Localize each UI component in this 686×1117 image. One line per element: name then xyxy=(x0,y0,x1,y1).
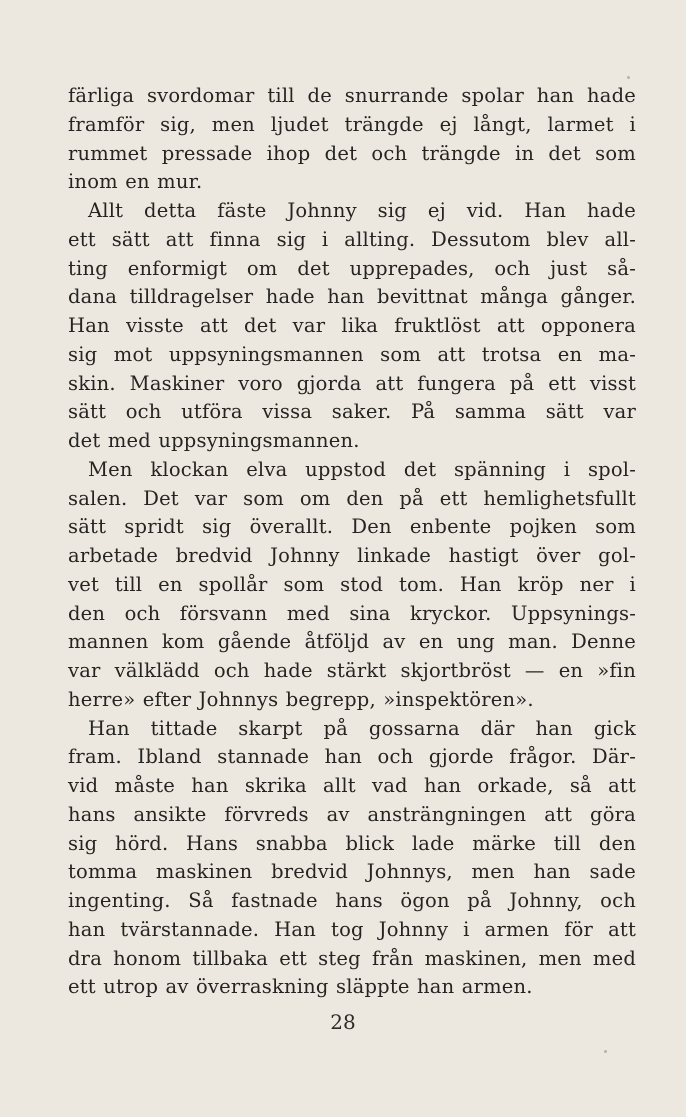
text-line: färliga svordomar till de snurrande spolar han hade xyxy=(68,84,636,107)
text-line: fram. Ibland stannade han och gjorde frågor. Där- xyxy=(68,745,636,769)
text-line: ting enformigt om det upprepades, och just så- xyxy=(68,256,636,280)
text-line: Han tittade skarpt på gossarna där han gick xyxy=(88,716,636,740)
text-line: mannen kom gående åtföljd av en ung man. Denne xyxy=(68,630,636,654)
text-line: det med uppsyningsmannen. xyxy=(68,429,360,452)
text-line: sätt och utföra vissa saker. På samma sätt var xyxy=(68,400,636,424)
text-line: sätt spridt sig överallt. Den enbente pojken som xyxy=(68,515,636,539)
text-line: vet till en spollår som stod tom. Han kröp ner i xyxy=(68,572,636,596)
text-line: skin. Maskiner voro gjorda att fungera på ett visst xyxy=(68,371,636,395)
text-line: salen. Det var som om den på ett hemlighetsfullt xyxy=(68,486,636,510)
page-number: 28 xyxy=(330,1010,356,1034)
text-line: sig mot uppsyningsmannen som att trotsa en ma- xyxy=(68,342,636,366)
text-line: framför sig, men ljudet trängde ej långt, larmet i xyxy=(68,112,636,136)
text-line: arbetade bredvid Johnny linkade hastigt över gol- xyxy=(68,544,636,567)
text-line: Allt detta fäste Johnny sig ej vid. Han hade xyxy=(88,199,636,222)
body-text xyxy=(68,82,636,1002)
text-line: Men klockan elva uppstod det spänning i spol- xyxy=(88,457,636,481)
text-line: den och försvann med sina kryckor. Uppsynings- xyxy=(68,601,636,625)
text-line: tomma maskinen bredvid Johnnys, men han sade xyxy=(68,860,636,884)
text-line: dra honom tillbaka ett steg från maskinen, men med xyxy=(68,946,636,970)
text-line: sig hörd. Hans snabba blick lade märke till den xyxy=(68,831,636,855)
text-line: hans ansikte förvreds av ansträngningen att göra xyxy=(68,802,636,826)
text-line: vid måste han skrika allt vad han orkade, så att xyxy=(68,774,636,797)
text-line: Han visste att det var lika fruktlöst att opponera xyxy=(68,314,636,337)
text-line: inom en mur. xyxy=(68,170,203,194)
paper-speck xyxy=(627,76,630,79)
text-line: rummet pressade ihop det och trängde in det som xyxy=(68,141,636,165)
paper-speck xyxy=(604,1050,607,1053)
text-line: han tvärstannade. Han tog Johnny i armen för att xyxy=(68,917,636,941)
text-line: herre» efter Johnnys begrepp, »inspektören». xyxy=(68,687,534,711)
text-line: ingenting. Så fastnade hans ögon på Johnny, och xyxy=(68,889,636,912)
text-line: ett utrop av överraskning släppte han armen. xyxy=(68,975,533,999)
text-line: var välklädd och hade stärkt skjortbröst — en »fin xyxy=(68,659,636,682)
text-line: dana tilldragelser hade han bevittnat många gånger. xyxy=(68,285,636,309)
text-line: ett sätt att finna sig i allting. Dessutom blev all- xyxy=(68,227,636,251)
